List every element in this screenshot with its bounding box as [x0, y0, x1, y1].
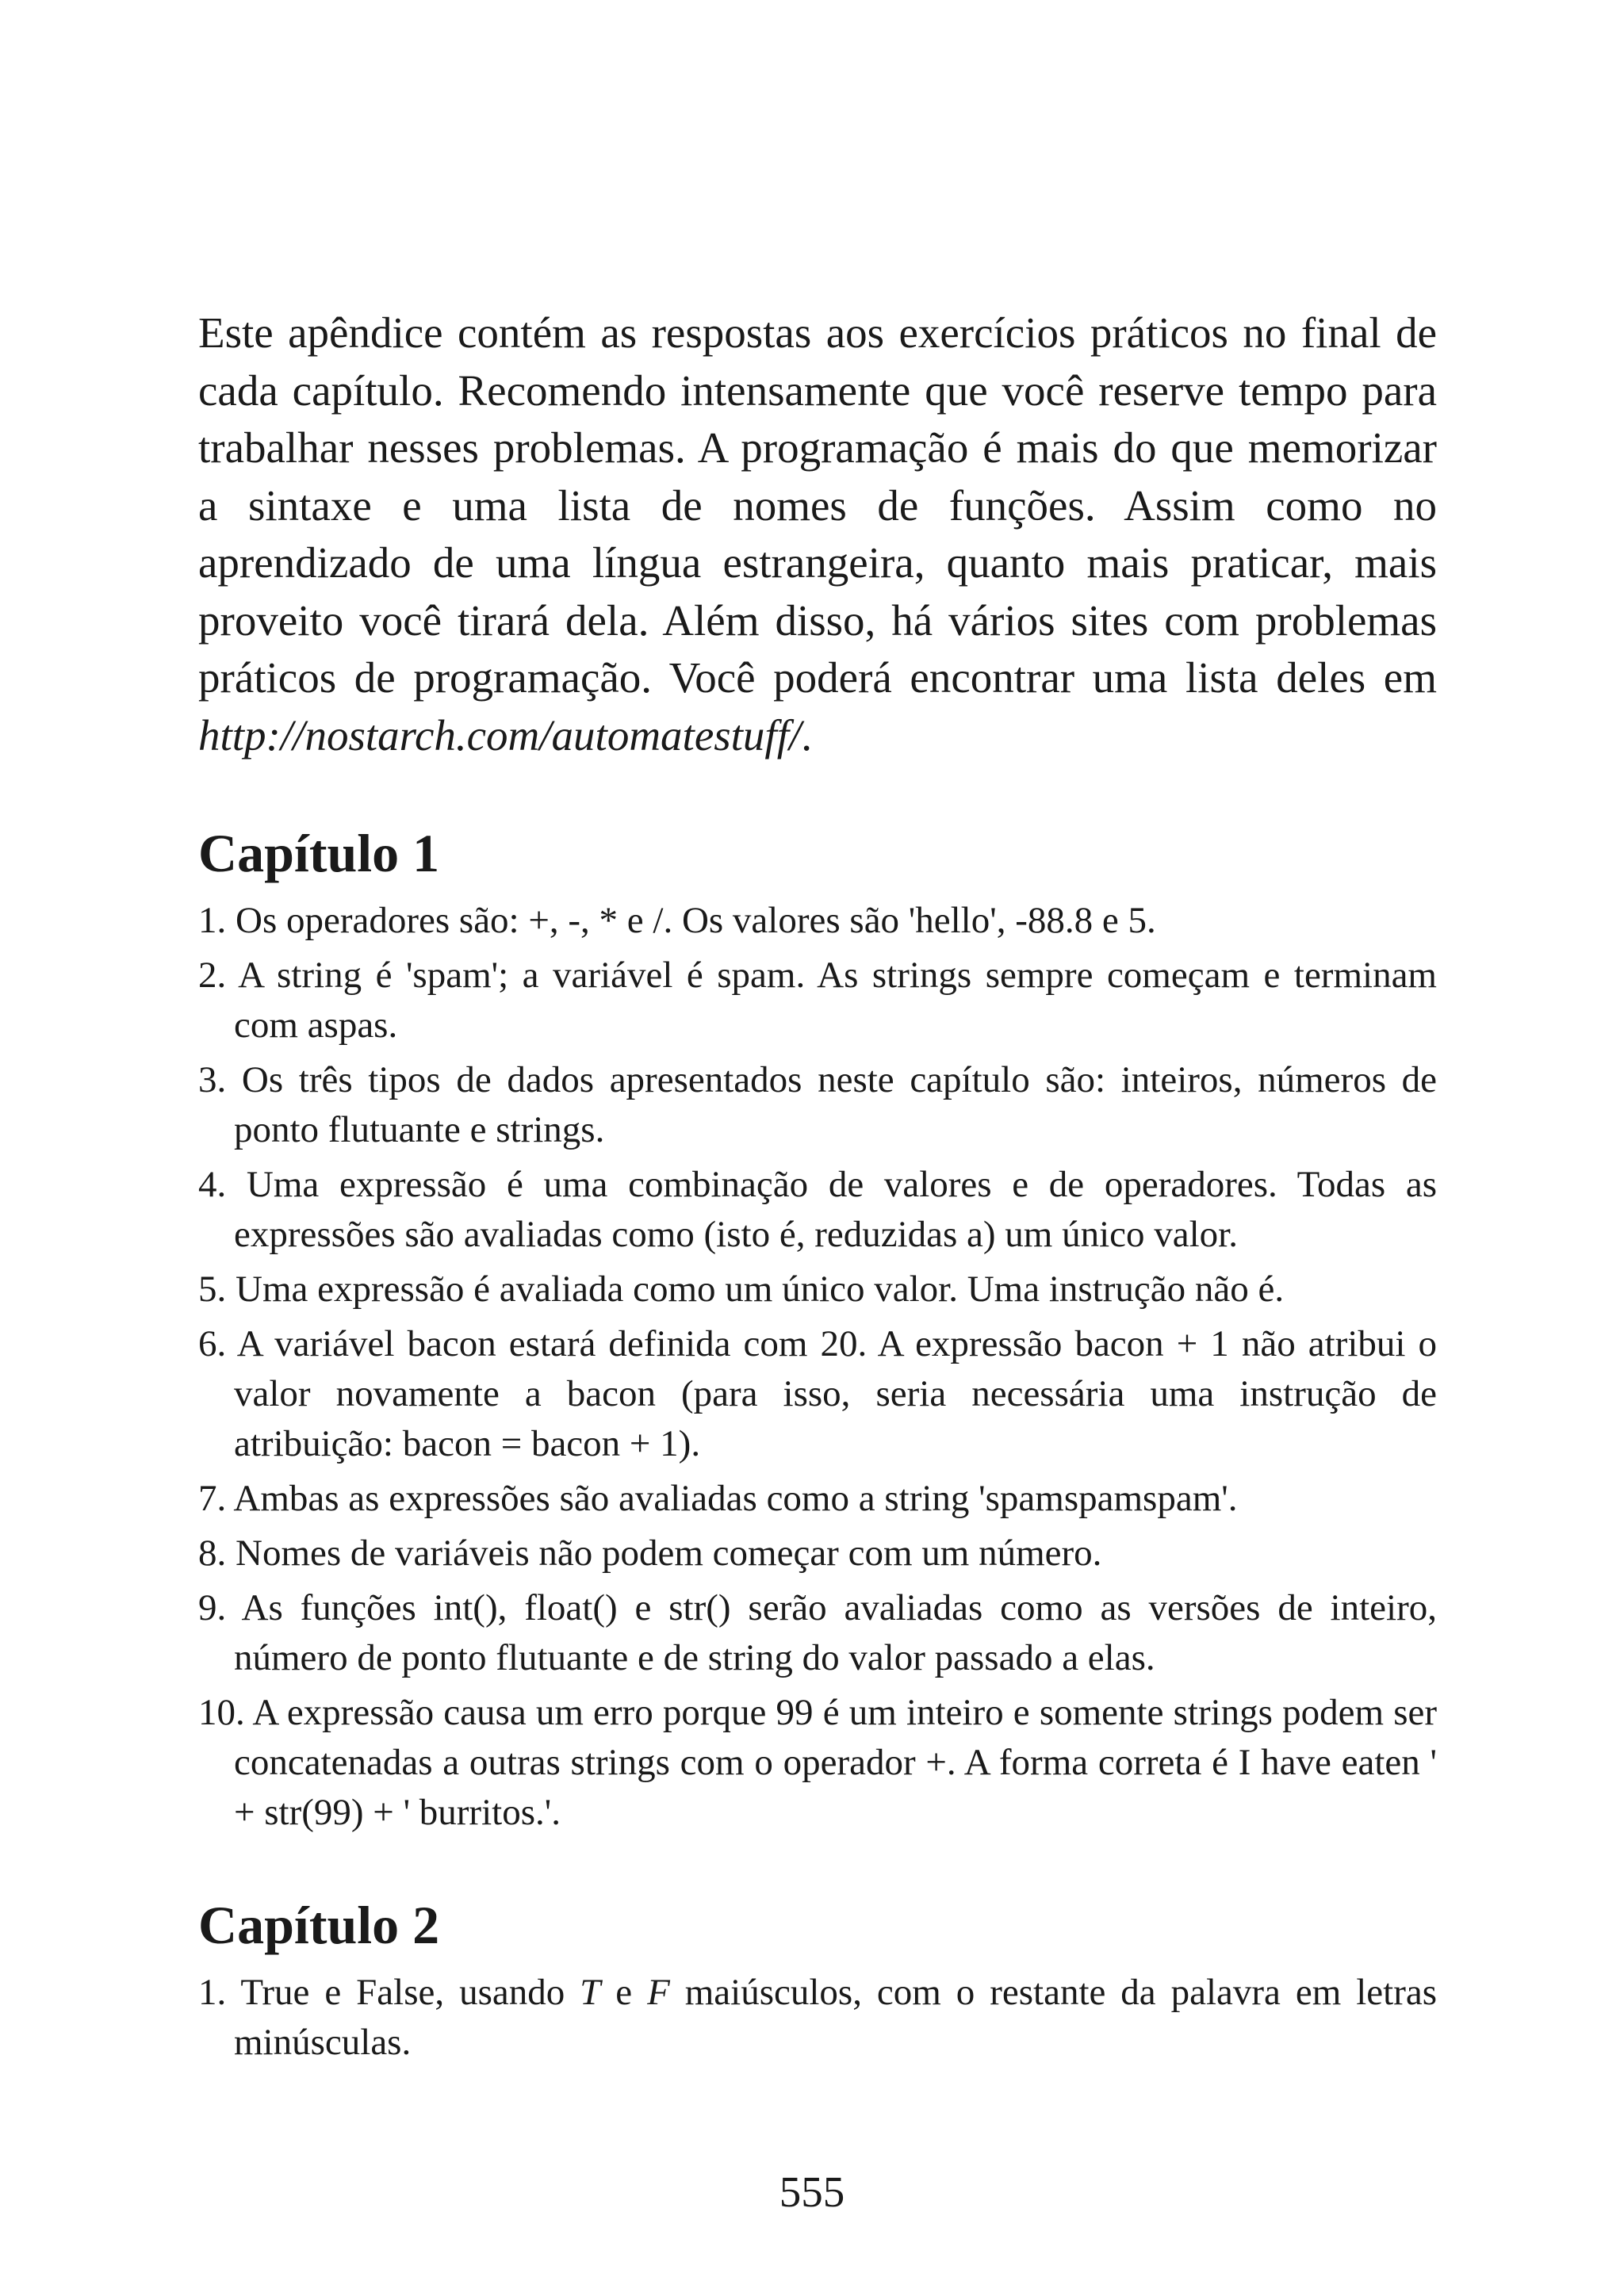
answer-item: 8. Nomes de variáveis não podem começar com um número. [198, 1533, 1102, 1574]
answer-item: 9. As funções int(), float() e str() serão avaliadas como as versões de inteiro, número de ponto flutuante e de string do valor passado a elas. [198, 1587, 1437, 1678]
intro-text: Este apêndice contém as respostas aos exercícios práticos no final de cada capítulo. Recomendo intensamente que você reserve tempo para trabalhar nesses problemas. A programação é mais do que memorizar a sintaxe e uma lista de nomes de funções. Assim como no aprendizado de uma língua estrangeira, quanto mais praticar, mais proveito você tirará dela. Além disso, há vários sites com problemas práticos de programação. Você poderá encontrar uma lista deles em [198, 308, 1437, 702]
answer-item: 5. Uma expressão é avaliada como um único valor. Uma instrução não é. [198, 1269, 1285, 1310]
answer-item: 4. Uma expressão é uma combinação de valores e de operadores. Todas as expressões são avaliadas como (isto é, reduzidas a) um único valor. [198, 1164, 1437, 1255]
chapter-1-answers [198, 896, 1437, 1838]
chapter-2-heading: Capítulo 2 [198, 1895, 440, 1955]
page-number: 555 [779, 2168, 845, 2216]
answer-item: 6. A variável bacon estará definida com 20. A expressão bacon + 1 não atribui o valor novamente a bacon (para isso, seria necessária uma instrução de atribuição: bacon = bacon + 1). [198, 1323, 1437, 1464]
answer-item: 3. Os três tipos de dados apresentados neste capítulo são: inteiros, números de ponto flutuante e strings. [198, 1059, 1437, 1150]
answer-item: 7. Ambas as expressões são avaliadas como a string 'spamspamspam'. [198, 1478, 1238, 1519]
answer-item [198, 1968, 1437, 2068]
answer-text: 1. True e False, usando [198, 1972, 580, 2013]
intro-paragraph [198, 304, 1437, 764]
page-content [198, 304, 1437, 2072]
answer-italic: F [647, 1972, 670, 2013]
answer-italic: T [580, 1972, 601, 2013]
answer-item: 2. A string é 'spam'; a variável é spam. As strings sempre começam e terminam com aspas. [198, 955, 1437, 1046]
chapter-1-heading: Capítulo 1 [198, 823, 440, 883]
intro-end: . [801, 710, 813, 760]
chapter-2-answers [198, 1968, 1437, 2068]
answer-text: maiúsculos, com o restante da palavra em letras minúsculas. [234, 1972, 1437, 2063]
answer-item: 1. Os operadores são: +, -, * e /. Os valores são 'hello', -88.8 e 5. [198, 900, 1156, 941]
answer-text: e [600, 1972, 648, 2013]
intro-link[interactable]: http://nostarch.com/automatestuff/ [198, 710, 802, 760]
answer-item: 10. A expressão causa um erro porque 99 é um inteiro e somente strings podem ser concatenadas a outras strings com o operador +. A forma correta é I have eaten ' + str(99) + ' burritos.'. [198, 1692, 1437, 1833]
